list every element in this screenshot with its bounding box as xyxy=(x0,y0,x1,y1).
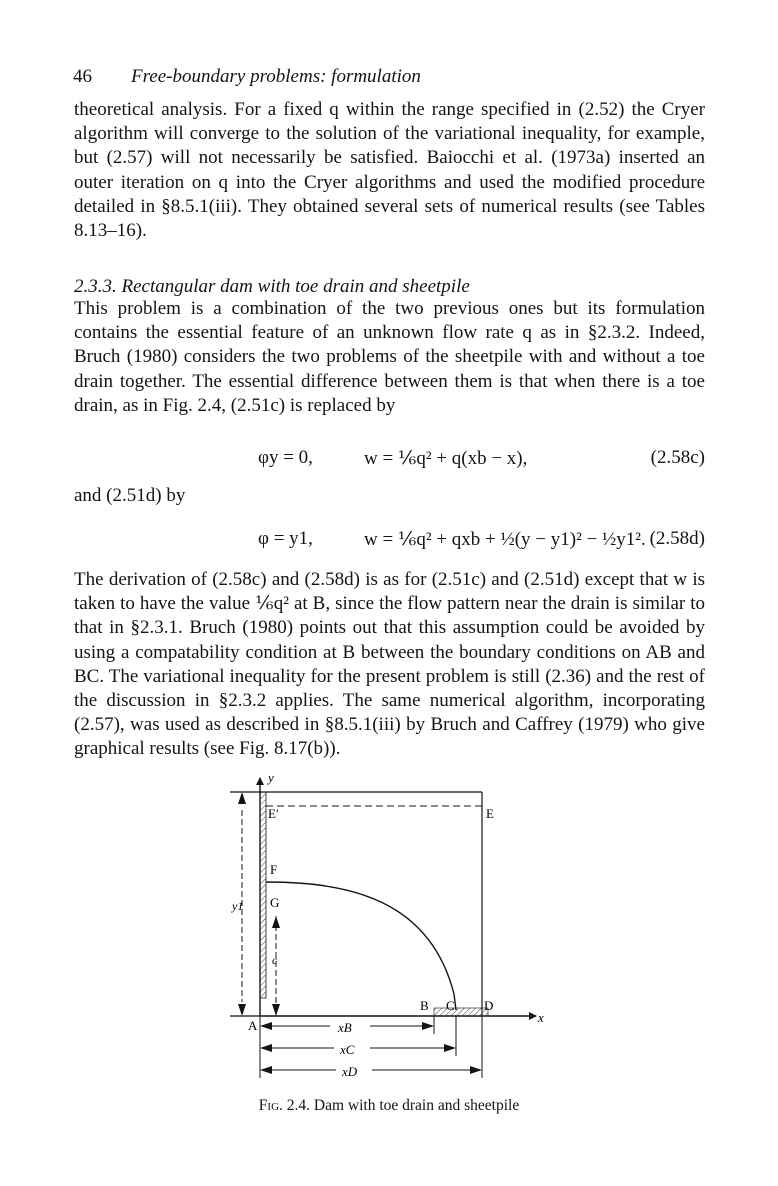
paragraph-2: This problem is a combination of the two previous ones but its formulation contains the essential feature of an unknown flow rate q as in §2.3.2. Indeed, Bruch (1980) considers the two problems of the sheetpile with and without a toe drain together. The essential difference between them is that when there is a toe drain, as in Fig. 2.4, (2.51c) is replaced by xyxy=(74,298,705,416)
y1-arrow-down xyxy=(238,1004,246,1016)
figure-caption xyxy=(0,1097,778,1115)
y1-arrow-up xyxy=(238,792,246,804)
label-e: E xyxy=(486,806,494,821)
equation-c-number: (2.58c) xyxy=(650,447,705,468)
xc-arrow-right xyxy=(444,1044,456,1052)
xd-arrow-left xyxy=(260,1066,272,1074)
xb-arrow-left xyxy=(260,1022,272,1030)
paragraph-3: The derivation of (2.58c) and (2.58d) is as for (2.51c) and (2.51d) except that w is taken to have the value ⅙q² at B, since the flow pattern near the drain is similar to that in §2.3.1. Bruch (1980) points out that this assumption could be avoided by using a compatability condition at B between the boundary conditions on AB and BC. The variational inequality for the present problem is still (2.36) and the rest of the discussion in §2.3.2 applies. The same numerical algorithm, incorporating (2.57), was used as described in §8.5.1(iii) by Bruch and Caffrey (1979) who give graphical results (see Fig. 8.17(b)). xyxy=(74,569,705,760)
caption-text: Dam with toe drain and sheetpile xyxy=(313,1097,520,1114)
equation-d-rhs: w = ⅙q² + qxb + ½(y − y1)² − ½y1². xyxy=(364,529,646,550)
page-number: 46 xyxy=(73,66,92,87)
free-surface xyxy=(266,882,456,1010)
label-d: D xyxy=(484,998,494,1013)
xd-arrow-right xyxy=(470,1066,482,1074)
label-c-point: C xyxy=(446,998,455,1013)
label-xd: xD xyxy=(342,1064,358,1079)
section-title: 2.3.3. Rectangular dam with toe drain and sheetpile xyxy=(74,276,470,297)
label-e-prime: E′ xyxy=(268,806,279,821)
equation-d-lhs: φ = y1, xyxy=(258,528,313,549)
label-b: B xyxy=(420,998,429,1013)
label-xb: xB xyxy=(338,1020,352,1035)
label-xc: xC xyxy=(340,1042,355,1057)
paragraph-1: theoretical analysis. For a fixed q within the range specified in (2.52) the Cryer algorithm will converge to the solution of the variational inequality, for example, but (2.57) will not necessarily be satisfied. Baiocchi et al. (1973a) inserted an outer iteration on q into the Cryer algorithms and used the modified procedure detailed in §8.5.1(iii). They obtained several sets of numerical results (see Tables 8.13–16). xyxy=(74,99,705,242)
c-arrow-up xyxy=(272,916,280,928)
running-header xyxy=(73,66,421,88)
label-g: G xyxy=(270,895,280,910)
caption-prefix: Fig. 2.4. xyxy=(258,1097,311,1114)
y-axis-label: y xyxy=(268,770,274,785)
equation-c-lhs: φy = 0, xyxy=(258,447,313,468)
label-f: F xyxy=(270,862,278,877)
toe-drain xyxy=(434,1008,488,1016)
xb-arrow-right xyxy=(422,1022,434,1030)
c-arrow-down xyxy=(272,1004,280,1016)
equation-c-rhs: w = ⅙q² + q(xb − x), xyxy=(364,448,528,469)
equation-d-number: (2.58d) xyxy=(649,528,705,549)
sheetpile xyxy=(260,792,266,998)
label-a: A xyxy=(248,1018,258,1033)
running-title: Free-boundary problems: formulation xyxy=(131,66,421,87)
and-line: and (2.51d) by xyxy=(74,485,186,506)
label-y1: y1 xyxy=(232,899,244,913)
x-axis-label: x xyxy=(538,1010,544,1025)
xc-arrow-left xyxy=(260,1044,272,1052)
label-c: c xyxy=(272,953,278,967)
dam-figure xyxy=(210,770,550,1090)
